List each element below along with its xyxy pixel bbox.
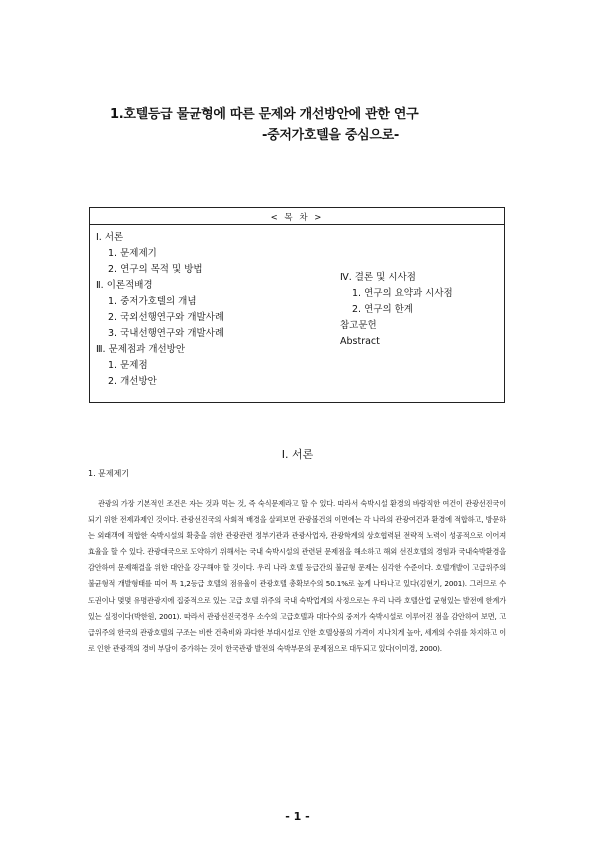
toc-item: Ⅱ. 이론적배경 — [96, 280, 153, 291]
toc-item: 1. 연구의 요약과 시사점 — [352, 288, 453, 299]
toc-item: Ⅲ. 문제점과 개선방안 — [96, 344, 186, 355]
toc-item: 2. 국외선행연구와 개발사례 — [108, 312, 225, 323]
toc-item: 1. 문제점 — [108, 360, 148, 371]
body-paragraph-text: 관광의 가장 기본적인 조건은 자는 것과 먹는 것, 즉 숙식문제라고 할 수 있다. 따라서 숙박시설 환경의 바람직한 여건이 관광선진국이 되기 위한 전제과제인 것이다. 관광선진국의 사회적 배경을 살펴보면 관광볼건의 이면에는 각 나라의 관광여건과 환경에 적합하고, 방문하는 외래객에 적합한 숙박시설의 확충을 위한 관광관련 정부기관과 관광사업자, 관광학계의 상호협력된 전략적 노력이 성공적으로 이어져 효율을 할 수 있다. 관광대국으로 도약하기 위해서는 국내 숙박시설의 관련된 문제점을 해소하고 해외 선진호텔의 경험과 국내숙박환경을 감안하여 문제해결을 위한 대안을 강구해야 할 것이다. 우리 나라 호텔 등급간의 불균형 문제는 심각한 수준이다. 호텔개발이 고급위주의 불균형적 개발형태를 띠어 특 1,2등급 호텔의 점유율이 관광호텔 총확보수의 50.1%로 높게 나타나고 있다(김현기, 2001). 그러므로 수도권이나 몇몇 유명관광지에 집중적으로 있는 고급 호텔 위주의 국내 숙박업계의 사정으로는 우리 나라 호텔산업 균형있는 발전에 한계가 있는 실정이다(박한원, 2001). 따라서 관광선진국경우 소수의 고급호텔과 대다수의 중저가 숙박시설로 이루어진 점을 감안하여 보면, 고급위주의 한국의 관광호텔의 구조는 비싼 건축비와 과다한 부대시설로 인한 호텔상품의 가격이 지나치게 높아, 세계의 수위를 차지하고 이로 인한 관광객의 경비 부담이 증가하는 것이 한국관광 발전의 숙박부문의 문제점으로 대두되고 있다(이미경, 2000). — [88, 499, 506, 653]
toc-item: 1. 문제제기 — [108, 248, 157, 259]
toc-header: < 목 차 > — [270, 213, 324, 223]
body-paragraph — [88, 496, 506, 657]
toc-item: Ⅰ. 서론 — [96, 232, 124, 243]
toc-item: 1. 중저가호텔의 개념 — [108, 296, 197, 307]
toc-item: 3. 국내선행연구와 개발사례 — [108, 328, 225, 339]
paper-subtitle: -중저가호텔을 중심으로- — [262, 128, 399, 143]
table-of-contents — [89, 207, 505, 403]
toc-item: Ⅳ. 결론 및 시사점 — [340, 272, 416, 283]
toc-item: 참고문헌 — [340, 320, 377, 331]
subsection-title: 1. 문제제기 — [88, 469, 130, 478]
toc-item: 2. 개선방안 — [108, 376, 157, 387]
toc-right-column — [340, 270, 453, 350]
toc-item: Abstract — [340, 336, 380, 347]
toc-item: 2. 연구의 목적 및 방법 — [108, 264, 203, 275]
toc-item: 2. 연구의 한계 — [352, 304, 413, 315]
section-title: Ⅰ. 서론 — [281, 448, 314, 461]
page-number: - 1 - — [285, 810, 310, 823]
toc-divider — [90, 224, 504, 225]
paper-title: 1.호텔등급 물균형에 따른 문제와 개선방안에 관한 연구 — [110, 107, 419, 122]
toc-left-column — [96, 230, 224, 390]
